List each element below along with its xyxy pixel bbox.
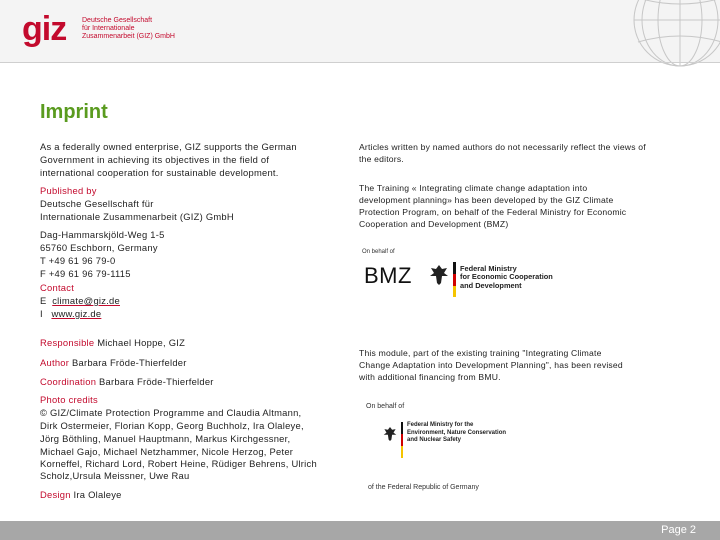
eagle-icon bbox=[429, 263, 449, 287]
training-line-2: development planning» has been developed by the GIZ Climate bbox=[359, 195, 614, 205]
published-line-1: Deutsche Gesellschaft für bbox=[40, 198, 154, 209]
address-phone: T +49 61 96 79-0 bbox=[40, 255, 116, 266]
contact-web-link[interactable]: www.giz.de bbox=[51, 308, 102, 319]
coordination-row bbox=[40, 376, 214, 389]
design-label: Design bbox=[40, 489, 71, 500]
coordination-value: Barbara Fröde-Thierfelder bbox=[99, 376, 214, 387]
module-line-3: with additional financing from BMU. bbox=[359, 372, 501, 382]
author-row bbox=[40, 357, 187, 370]
photo-credits-line-4: Michael Gajo, Michael Netzhammer, Nicole Herzog, Peter bbox=[40, 446, 294, 457]
address-fax: F +49 61 96 79-1115 bbox=[40, 268, 131, 279]
header-bar bbox=[0, 0, 720, 62]
bmu-footer-text: of the Federal Republic of Germany bbox=[368, 484, 479, 491]
address-line-1: Dag-Hammarskjöld-Weg 1-5 bbox=[40, 229, 165, 240]
author-label: Author bbox=[40, 357, 70, 368]
design-row bbox=[40, 489, 122, 502]
intro-line-2: Government in achieving its objectives in the field of bbox=[40, 154, 270, 165]
contact-email-prefix: E bbox=[40, 295, 47, 306]
giz-logo-text: Deutsche Gesellschaft für Internationale Zusammenarbeit (GIZ) GmbH bbox=[82, 17, 175, 40]
module-line-1: This module, part of the existing training "Integrating Climate bbox=[359, 348, 602, 358]
page-number: Page 2 bbox=[661, 524, 696, 536]
contact-web-row bbox=[40, 308, 101, 321]
bmz-acronym: BMZ bbox=[364, 263, 412, 288]
disclaimer-line-1: Articles written by named authors do not necessarily reflect the views of bbox=[359, 142, 646, 152]
header-divider bbox=[0, 62, 720, 63]
photo-credits-line-5: Korneffel, Richard Lord, Robert Heine, Rüdiger Behrens, Ulrich bbox=[40, 458, 317, 469]
photo-credits-line-3: Jörg Böthling, Manuel Hauptmann, Markus Kirchgessner, bbox=[40, 433, 291, 444]
photo-credits-line-6: Scholz,Ursula Meissner, Uwe Rau bbox=[40, 470, 190, 481]
flag-stripe-icon bbox=[401, 422, 403, 458]
disclaimer-line-2: the editors. bbox=[359, 154, 404, 164]
photo-credits-label: Photo credits bbox=[40, 394, 98, 405]
page-title: Imprint bbox=[40, 101, 108, 123]
contact-web-prefix: I bbox=[40, 308, 43, 319]
responsible-label: Responsible bbox=[40, 337, 95, 348]
bmu-ministry-name: Federal Ministry for the Environment, Nature Conservation and Nuclear Safety bbox=[407, 422, 507, 443]
author-value: Barbara Fröde-Thierfelder bbox=[71, 357, 187, 368]
responsible-value: Michael Hoppe, GIZ bbox=[97, 337, 186, 348]
intro-line-1: As a federally owned enterprise, GIZ supports the German bbox=[40, 141, 297, 152]
contact-label: Contact bbox=[40, 282, 75, 293]
module-line-2: Change Adaptation into Development Planning", has been revised bbox=[359, 360, 623, 370]
responsible-row bbox=[40, 337, 185, 350]
published-label: Published by bbox=[40, 185, 97, 196]
eagle-icon bbox=[383, 425, 397, 443]
contact-email-row bbox=[40, 295, 120, 308]
bmu-on-behalf: On behalf of bbox=[366, 403, 405, 410]
training-line-1: The Training « Integrating climate change adaptation into bbox=[359, 183, 588, 193]
giz-logo-word: giz bbox=[22, 10, 67, 48]
published-line-2: Internationale Zusammenarbeit (GIZ) GmbH bbox=[40, 211, 234, 222]
footer-bar bbox=[0, 521, 720, 540]
bmu-logo bbox=[366, 400, 507, 495]
bmz-logo bbox=[362, 247, 562, 307]
bmz-ministry-name: Federal Ministry for Economic Cooperation and Development bbox=[460, 264, 553, 290]
design-value: Ira Olaleye bbox=[73, 489, 122, 500]
coordination-label: Coordination bbox=[40, 376, 97, 387]
globe-icon bbox=[620, 0, 720, 70]
photo-credits-line-1: © GIZ/Climate Protection Programme and Claudia Altmann, bbox=[40, 407, 302, 418]
flag-stripe-icon bbox=[453, 262, 456, 297]
training-line-4: Cooperation and Development (BMZ) bbox=[359, 219, 509, 229]
photo-credits-line-2: Dirk Ostermeier, Florian Kopp, Georg Buchholz, Ira Olaleye, bbox=[40, 420, 304, 431]
contact-email-link[interactable]: climate@giz.de bbox=[52, 295, 120, 306]
intro-line-3: international cooperation for sustainable development. bbox=[40, 167, 279, 178]
bmz-on-behalf: On behalf of bbox=[362, 249, 395, 255]
training-line-3: Protection Program, on behalf of the Federal Ministry for Economic bbox=[359, 207, 627, 217]
address-line-2: 65760 Eschborn, Germany bbox=[40, 242, 158, 253]
